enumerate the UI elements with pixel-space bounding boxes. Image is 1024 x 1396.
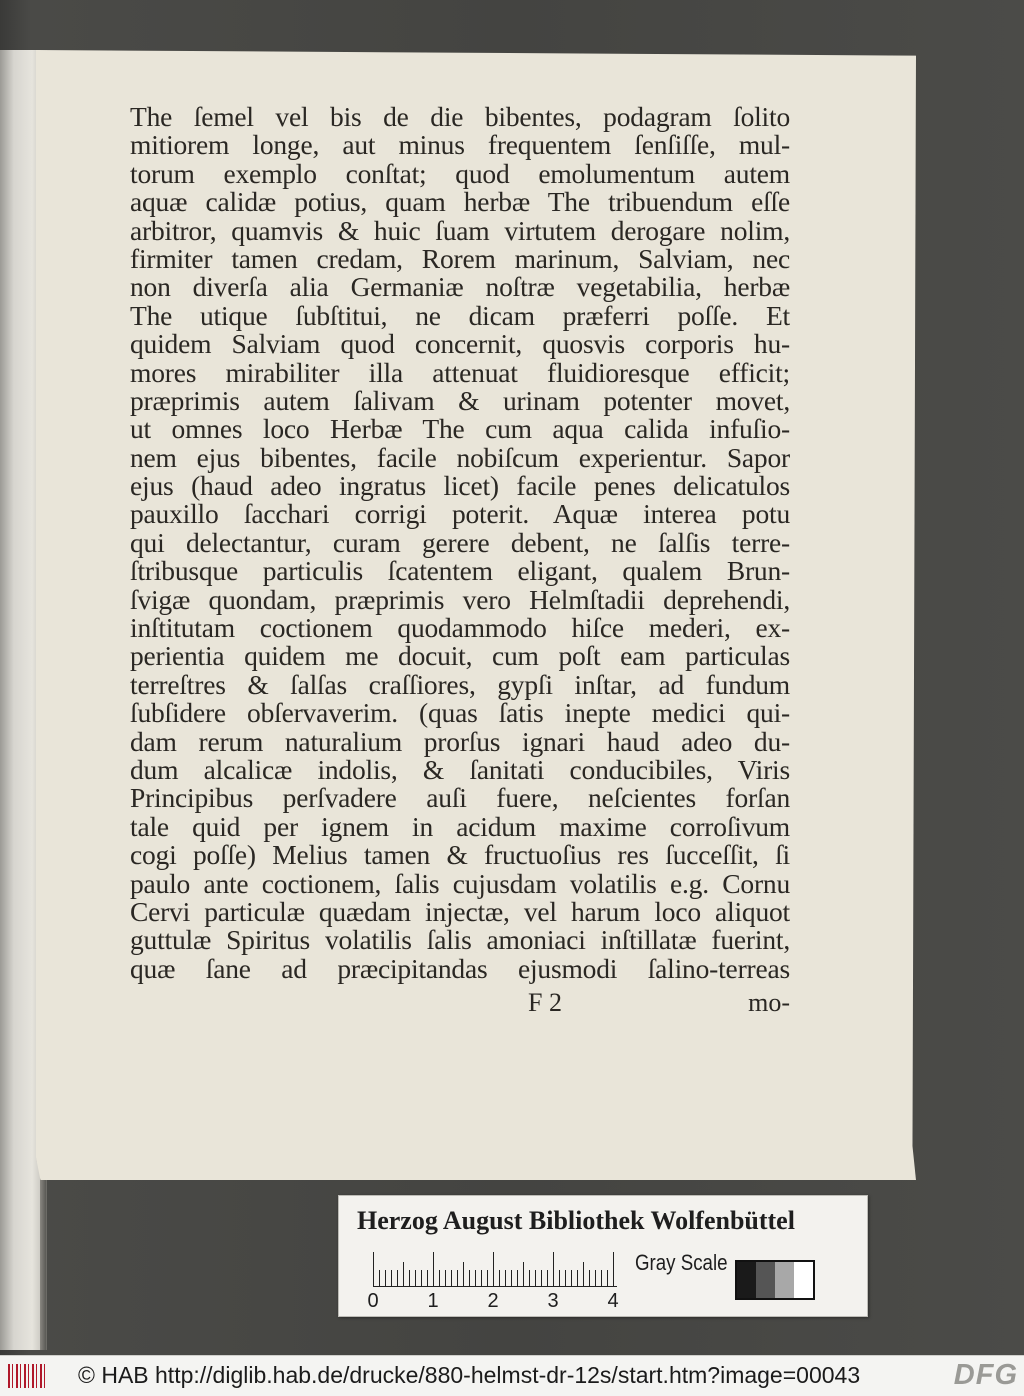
gray-swatch xyxy=(737,1262,756,1298)
text-line: Cervi particulæ quædam injectæ, vel harum loco aliquot xyxy=(130,895,790,927)
ruler-tick xyxy=(403,1262,404,1286)
footer-bar xyxy=(0,1355,1024,1396)
ruler-tick xyxy=(385,1270,386,1286)
text-line: guttulæ Spiritus volatilis ſalis amoniaci inſtillatæ fuerint, xyxy=(130,924,790,956)
ruler-tick xyxy=(571,1270,572,1286)
text-line: paulo ante coctionem, ſalis cujusdam volatilis e.g. Cornu xyxy=(130,867,790,899)
ruler-tick xyxy=(577,1270,578,1286)
ruler-tick xyxy=(583,1262,584,1286)
catchword: mo- xyxy=(748,988,790,1017)
ruler-tick xyxy=(481,1270,482,1286)
ruler-tick xyxy=(505,1270,506,1286)
ruler-tick xyxy=(421,1270,422,1286)
text-line: inſtitutam coctionem quodammodo hiſce mederi, ex- xyxy=(130,612,790,644)
text-line: ſtribusque particulis ſcatentem eligant, qualem Brun- xyxy=(130,555,790,587)
text-line: mitiorem longe, aut minus frequentem ſenſiſſe, mul- xyxy=(130,129,790,161)
text-line: cogi poſſe) Melius tamen & fructuoſius res ſucceſſit, ſi xyxy=(130,839,790,871)
ruler-tick xyxy=(595,1270,596,1286)
ruler-tick xyxy=(469,1270,470,1286)
text-line: quidem Salviam quod concernit, quosvis corporis hu- xyxy=(130,328,790,360)
signature-mark: F 2 xyxy=(528,988,562,1017)
text-line: non diverſa alia Germaniæ noſtræ vegetabilia, herbæ xyxy=(130,271,790,303)
text-line: perientia quidem me docuit, cum poſt eam particulas xyxy=(130,640,790,672)
ruler-tick xyxy=(409,1270,410,1286)
ruler-tick xyxy=(463,1262,464,1286)
ruler-tick xyxy=(613,1252,614,1286)
ruler-tick xyxy=(559,1270,560,1286)
text-line: ſvigæ quondam, præprimis vero Helmſtadii deprehendi, xyxy=(130,583,790,615)
text-line: terreſtres & ſalſas craſſiores, gypſi inſtar, ad fundum xyxy=(130,668,790,700)
ruler-tick xyxy=(553,1252,554,1286)
text-line: The ſemel vel bis de die bibentes, podagram ſolito xyxy=(130,101,790,132)
text-line: Principibus perſvadere auſi fuere, neſcientes forſan xyxy=(130,782,790,814)
ruler-number: 3 xyxy=(547,1290,559,1312)
ruler-tick xyxy=(391,1270,392,1286)
text-line: aquæ calidæ potius, quam herbæ The tribuendum eſſe xyxy=(130,186,790,218)
ruler-tick xyxy=(487,1270,488,1286)
text-line: nem ejus bibentes, facile nobiſcum experientur. Sapor xyxy=(130,441,790,473)
ruler-tick xyxy=(457,1270,458,1286)
ruler-tick xyxy=(445,1270,446,1286)
ruler-tick xyxy=(565,1270,566,1286)
ruler-number: 0 xyxy=(367,1290,379,1312)
ruler-tick xyxy=(451,1270,452,1286)
ruler-tick xyxy=(475,1270,476,1286)
text-line: quæ ſane ad præcipitandas ejusmodi ſalino-terreas xyxy=(130,952,790,984)
text-line: pauxillo ſacchari corrigi poterit. Aquæ interea potu xyxy=(130,498,790,530)
ruler-tick xyxy=(415,1270,416,1286)
gray-swatch xyxy=(775,1262,794,1298)
ruler-tick xyxy=(427,1270,428,1286)
page-text xyxy=(130,103,790,983)
text-line: The utique ſubſtitui, ne dicam præferri poſſe. Et xyxy=(130,299,790,331)
ruler-tick xyxy=(511,1270,512,1286)
ruler-tick xyxy=(517,1270,518,1286)
text-line: dam rerum naturalium prorſus ignari haud adeo du- xyxy=(130,725,790,757)
text-line: arbitror, quamvis & huic ſuam virtutem derogare nolim, xyxy=(130,214,790,246)
gray-scale-swatch xyxy=(735,1260,815,1300)
ruler-tick xyxy=(439,1270,440,1286)
page-footer-line xyxy=(130,988,790,1016)
ruler-tick xyxy=(547,1270,548,1286)
ruler-tick xyxy=(379,1270,380,1286)
ruler-tick xyxy=(541,1270,542,1286)
barcode-icon xyxy=(8,1364,48,1388)
ruler-tick xyxy=(499,1270,500,1286)
gray-scale-label: Gray Scale xyxy=(635,1250,728,1275)
gray-swatch xyxy=(794,1262,813,1298)
ruler-number: 1 xyxy=(427,1290,439,1312)
text-line: tale quid per ignem in acidum maxime corroſivum xyxy=(130,810,790,842)
dfg-logo: DFG xyxy=(953,1359,1018,1391)
text-line: præprimis autem ſalivam & urinam potenter movet, xyxy=(130,384,790,416)
text-line: qui delectantur, curam gerere debent, ne ſalſis terre- xyxy=(130,526,790,558)
ruler-tick xyxy=(433,1252,434,1286)
copyright-url[interactable]: © HAB http://diglib.hab.de/drucke/880-helmst-dr-12s/start.htm?image=00043 xyxy=(78,1362,861,1388)
gray-swatch xyxy=(756,1262,775,1298)
text-line: torum exemplo conſtat; quod emolumentum autem xyxy=(130,157,790,189)
ruler-tick xyxy=(373,1252,374,1286)
ruler-tick xyxy=(607,1270,608,1286)
text-line: ſubſidere obſervaverim. (quas ſatis inepte medici qui- xyxy=(130,697,790,729)
text-line: mores mirabiliter illa attenuat fluidioresque efficit; xyxy=(130,356,790,388)
ruler-tick xyxy=(397,1270,398,1286)
ruler-tick xyxy=(523,1262,524,1286)
ruler-tick xyxy=(535,1270,536,1286)
text-line: firmiter tamen credam, Rorem marinum, Salviam, nec xyxy=(130,242,790,274)
ruler-tick xyxy=(601,1270,602,1286)
ruler-tick xyxy=(493,1252,494,1286)
ruler-tick xyxy=(589,1270,590,1286)
ruler xyxy=(373,1252,617,1287)
text-line: ejus (haud adeo ingratus licet) facile penes delicatulos xyxy=(130,470,790,502)
ruler-number: 2 xyxy=(487,1290,499,1312)
ruler-tick xyxy=(529,1270,530,1286)
text-line: ut omnes loco Herbæ The cum aqua calida infuſio- xyxy=(130,413,790,445)
text-line: dum alcalicæ indolis, & ſanitati conducibiles, Viris xyxy=(130,753,790,785)
library-name: Herzog August Bibliothek Wolfenbüttel xyxy=(357,1206,795,1235)
ruler-number: 4 xyxy=(607,1290,619,1312)
library-color-scale-label xyxy=(338,1195,868,1317)
